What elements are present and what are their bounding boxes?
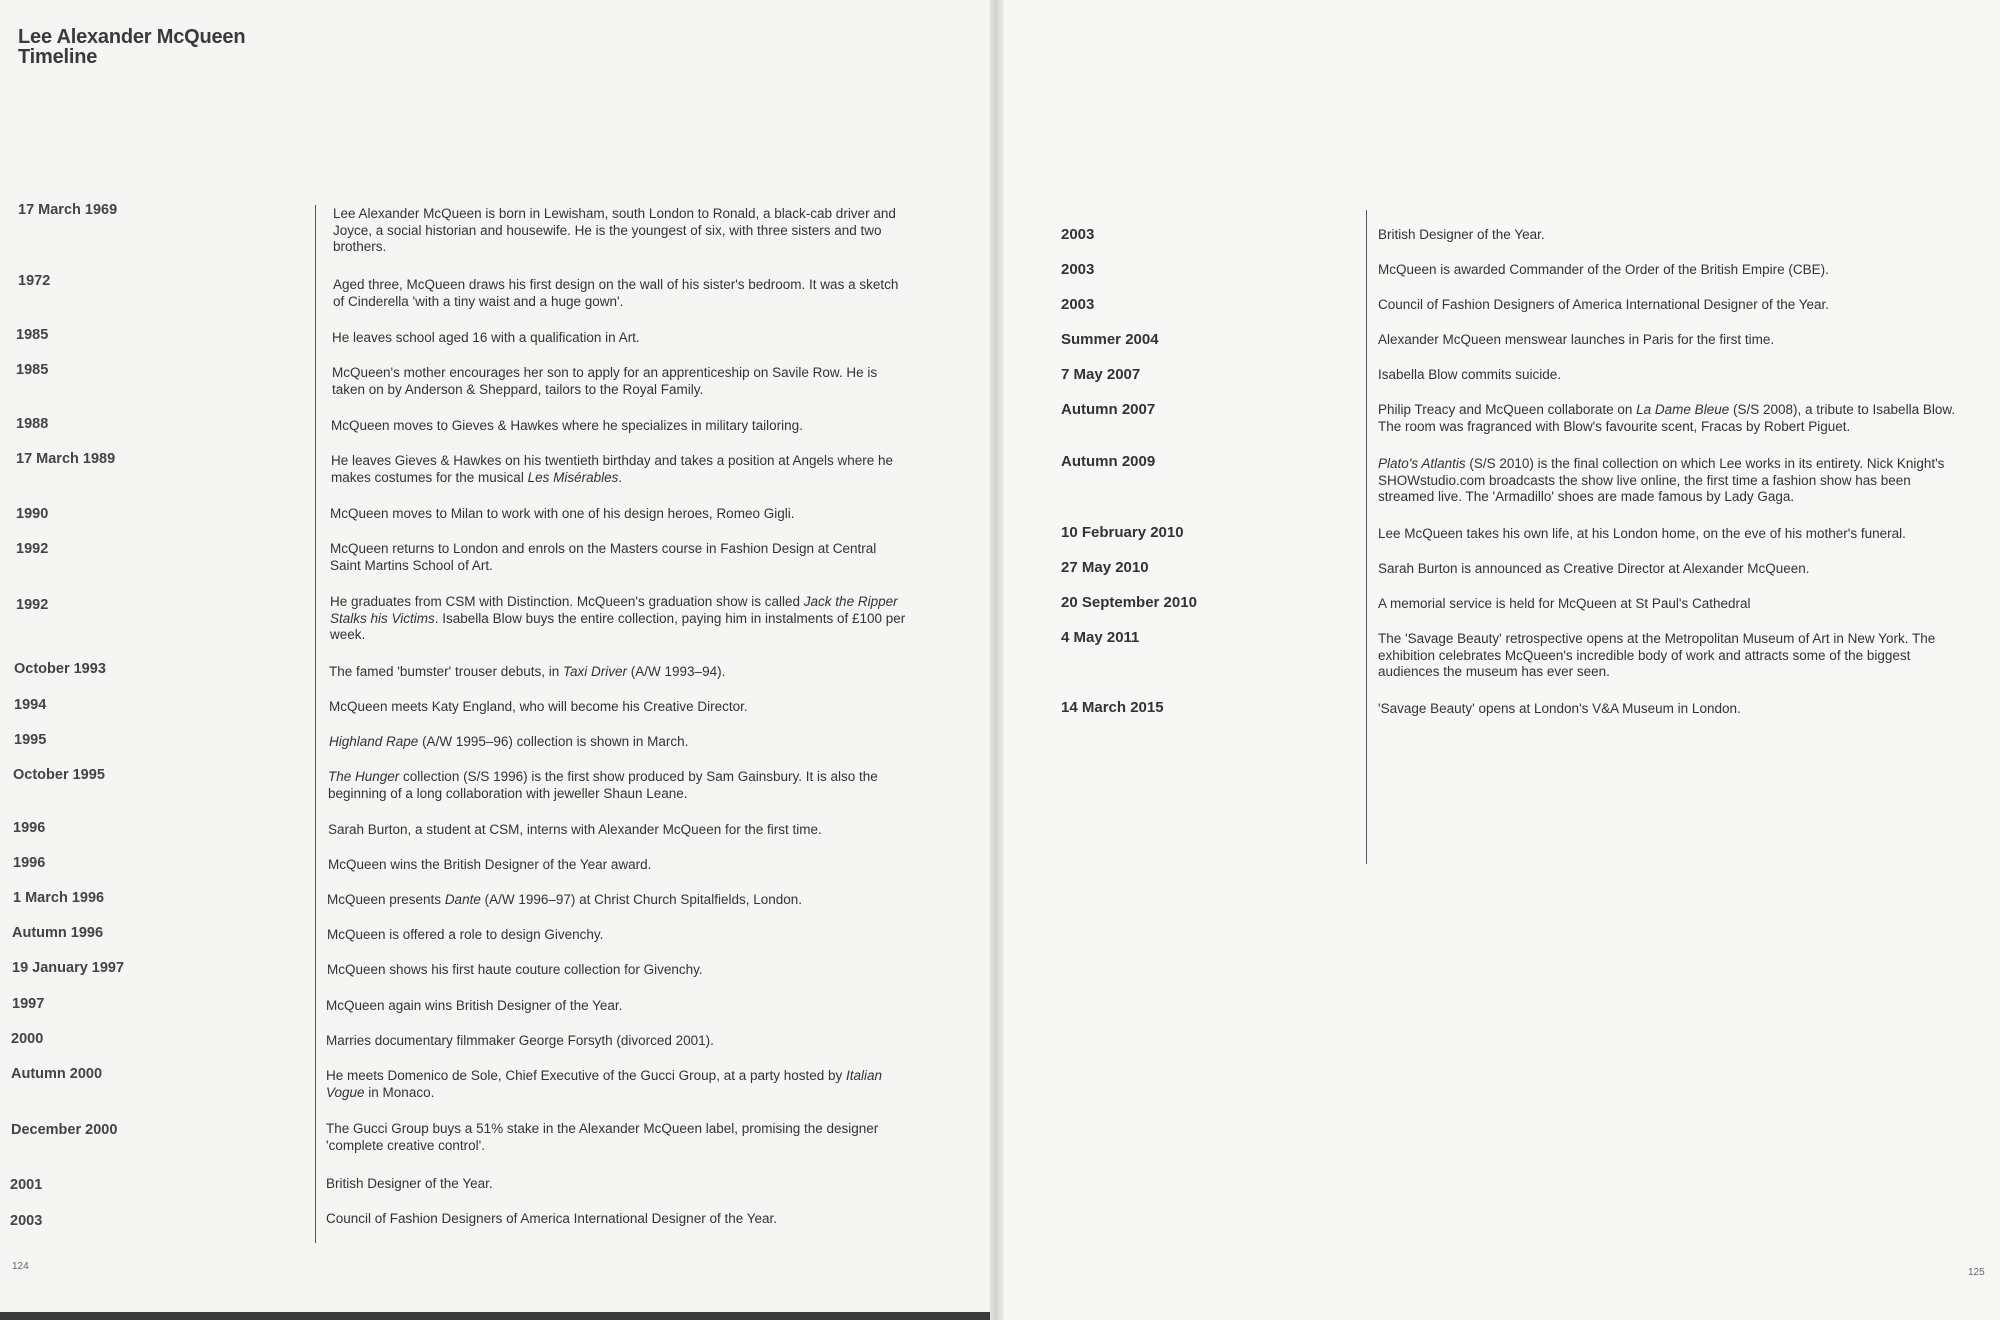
timeline-date: 1972 bbox=[18, 273, 51, 289]
timeline-rule-left bbox=[315, 205, 316, 1243]
timeline-date: 7 May 2007 bbox=[1061, 366, 1141, 383]
timeline-date: 4 May 2011 bbox=[1061, 629, 1140, 646]
timeline-date: Autumn 1996 bbox=[12, 925, 104, 941]
timeline-description: The famed 'bumster' trouser debuts, in Taxi Driver (A/W 1993–94). bbox=[329, 664, 726, 679]
timeline-description: Alexander McQueen menswear launches in Paris for the first time. bbox=[1378, 332, 1775, 347]
timeline-date: 2001 bbox=[10, 1177, 43, 1193]
timeline-description: British Designer of the Year. bbox=[1378, 227, 1545, 242]
title-line-2: Timeline bbox=[18, 46, 98, 68]
timeline-date: 27 May 2010 bbox=[1061, 559, 1149, 576]
timeline-description: Lee McQueen takes his own life, at his London home, on the eve of his mother's funeral. bbox=[1378, 526, 1906, 541]
timeline-date: 17 March 1969 bbox=[18, 202, 118, 218]
timeline-description: McQueen moves to Milan to work with one of his design heroes, Romeo Gigli. bbox=[330, 506, 795, 521]
timeline-date: Autumn 2009 bbox=[1061, 453, 1156, 470]
timeline-description: Council of Fashion Designers of America International Designer of the Year. bbox=[1378, 297, 1830, 312]
book-gutter bbox=[990, 0, 1004, 1320]
timeline-description: The Hunger collection (S/S 1996) is the first show produced by Sam Gainsbury. It is also the beginning of a long collaboration with jeweller Shaun Leane. bbox=[328, 769, 878, 801]
timeline-description: McQueen moves to Gieves & Hawkes where he specializes in military tailoring. bbox=[331, 418, 803, 433]
timeline-description: Council of Fashion Designers of America International Designer of the Year. bbox=[326, 1211, 778, 1226]
timeline-date: 14 March 2015 bbox=[1061, 699, 1164, 716]
timeline-date: 20 September 2010 bbox=[1061, 594, 1197, 611]
timeline-date: 1990 bbox=[16, 506, 49, 522]
timeline-description: Marries documentary filmmaker George Forsyth (divorced 2001). bbox=[326, 1033, 714, 1048]
timeline-date: 1997 bbox=[12, 996, 45, 1012]
timeline-date: 1985 bbox=[16, 327, 49, 343]
timeline-date: 1985 bbox=[16, 362, 49, 378]
timeline-date: 1996 bbox=[13, 855, 46, 871]
timeline-date: 2003 bbox=[1061, 296, 1095, 313]
timeline-date: 1992 bbox=[16, 597, 49, 613]
timeline-date: 1995 bbox=[14, 732, 47, 748]
timeline-description: Lee Alexander McQueen is born in Lewisham, south London to Ronald, a black-cab driver and Joyce, a social historian and housewife. He is the youngest of six, with three sisters and two brothers. bbox=[333, 206, 896, 254]
timeline-description: He leaves Gieves & Hawkes on his twentieth birthday and takes a position at Angels where he makes costumes for the musical Les Misérables. bbox=[331, 453, 894, 485]
timeline-description: McQueen wins the British Designer of the Year award. bbox=[328, 857, 652, 872]
timeline-description: McQueen shows his first haute couture collection for Givenchy. bbox=[327, 962, 703, 977]
timeline-description: He graduates from CSM with Distinction. McQueen's graduation show is called Jack the Ripper Stalks his Victims. Isabella Blow buys the entire collection, paying him in instalments of £100 per week. bbox=[330, 594, 906, 642]
timeline-date: Autumn 2007 bbox=[1061, 401, 1156, 418]
timeline-date: 1988 bbox=[16, 416, 49, 432]
timeline-date: 19 January 1997 bbox=[12, 960, 125, 976]
timeline-description: A memorial service is held for McQueen at St Paul's Cathedral bbox=[1378, 596, 1751, 611]
timeline-date: Summer 2004 bbox=[1061, 331, 1159, 348]
timeline-description: Isabella Blow commits suicide. bbox=[1378, 367, 1562, 382]
timeline-description: McQueen meets Katy England, who will become his Creative Director. bbox=[329, 699, 748, 714]
timeline-description: He meets Domenico de Sole, Chief Executive of the Gucci Group, at a party hosted by Italian Vogue in Monaco. bbox=[326, 1068, 883, 1100]
timeline-date: 2003 bbox=[1061, 261, 1095, 278]
timeline-description: Aged three, McQueen draws his first design on the wall of his sister's bedroom. It was a sketch of Cinderella 'with a tiny waist and a huge gown'. bbox=[333, 277, 899, 309]
timeline-description: Plato's Atlantis (S/S 2010) is the final collection on which Lee works in its entirety. Nick Knight's SHOWstudio.com broadcasts the show live online, the first time a fashion show has been streamed live. The 'Armadillo' shoes are made famous by Lady Gaga. bbox=[1378, 456, 1945, 504]
page-edge-shadow bbox=[0, 1312, 998, 1320]
timeline-description: McQueen is awarded Commander of the Order of the British Empire (CBE). bbox=[1378, 262, 1829, 277]
timeline-date: 1992 bbox=[16, 541, 49, 557]
left-page bbox=[0, 0, 998, 1320]
page-number-left: 124 bbox=[12, 1261, 29, 1272]
timeline-date: December 2000 bbox=[11, 1122, 118, 1138]
timeline-description: McQueen returns to London and enrols on the Masters course in Fashion Design at Central Saint Martins School of Art. bbox=[330, 541, 877, 573]
timeline-date: 2000 bbox=[11, 1031, 44, 1047]
timeline-description: Sarah Burton, a student at CSM, interns with Alexander McQueen for the first time. bbox=[328, 822, 822, 837]
timeline-date: 1996 bbox=[13, 820, 46, 836]
timeline-description: Sarah Burton is announced as Creative Director at Alexander McQueen. bbox=[1378, 561, 1810, 576]
timeline-description: He leaves school aged 16 with a qualification in Art. bbox=[332, 330, 640, 345]
timeline-description: McQueen's mother encourages her son to apply for an apprenticeship on Savile Row. He is taken on by Anderson & Sheppard, tailors to the Royal Family. bbox=[332, 365, 878, 397]
timeline-date: October 1995 bbox=[13, 767, 105, 783]
timeline-date: 2003 bbox=[10, 1213, 43, 1229]
timeline-date: 10 February 2010 bbox=[1061, 524, 1184, 541]
timeline-rule-right bbox=[1366, 210, 1367, 864]
page-title bbox=[18, 27, 245, 67]
timeline-description: McQueen presents Dante (A/W 1996–97) at Christ Church Spitalfields, London. bbox=[327, 892, 803, 907]
timeline-date: 17 March 1989 bbox=[16, 451, 116, 467]
timeline-description: The 'Savage Beauty' retrospective opens at the Metropolitan Museum of Art in New York. The exhibition celebrates McQueen's incredible body of work and attracts some of the biggest audiences the museum has ever seen. bbox=[1378, 631, 1936, 679]
page-number-right: 125 bbox=[1968, 1267, 1985, 1278]
timeline-description: 'Savage Beauty' opens at London's V&A Museum in London. bbox=[1378, 701, 1741, 716]
timeline-date: 1994 bbox=[14, 697, 47, 713]
timeline-description: British Designer of the Year. bbox=[326, 1176, 493, 1191]
timeline-date: 2003 bbox=[1061, 226, 1095, 243]
timeline-date: October 1993 bbox=[14, 661, 106, 677]
timeline-description: McQueen again wins British Designer of the Year. bbox=[326, 998, 623, 1013]
timeline-description: The Gucci Group buys a 51% stake in the Alexander McQueen label, promising the designer 'complete creative control'. bbox=[326, 1121, 879, 1153]
timeline-date: 1 March 1996 bbox=[13, 890, 105, 906]
right-page bbox=[1000, 0, 2000, 1320]
timeline-description: Highland Rape (A/W 1995–96) collection is shown in March. bbox=[329, 734, 689, 749]
title-line-1: Lee Alexander McQueen bbox=[18, 26, 246, 48]
timeline-date: Autumn 2000 bbox=[11, 1066, 103, 1082]
timeline-description: McQueen is offered a role to design Givenchy. bbox=[327, 927, 604, 942]
timeline-description: Philip Treacy and McQueen collaborate on La Dame Bleue (S/S 2008), a tribute to Isabella Blow. The room was fragranced with Blow's favourite scent, Fracas by Robert Piguet. bbox=[1378, 402, 1956, 434]
